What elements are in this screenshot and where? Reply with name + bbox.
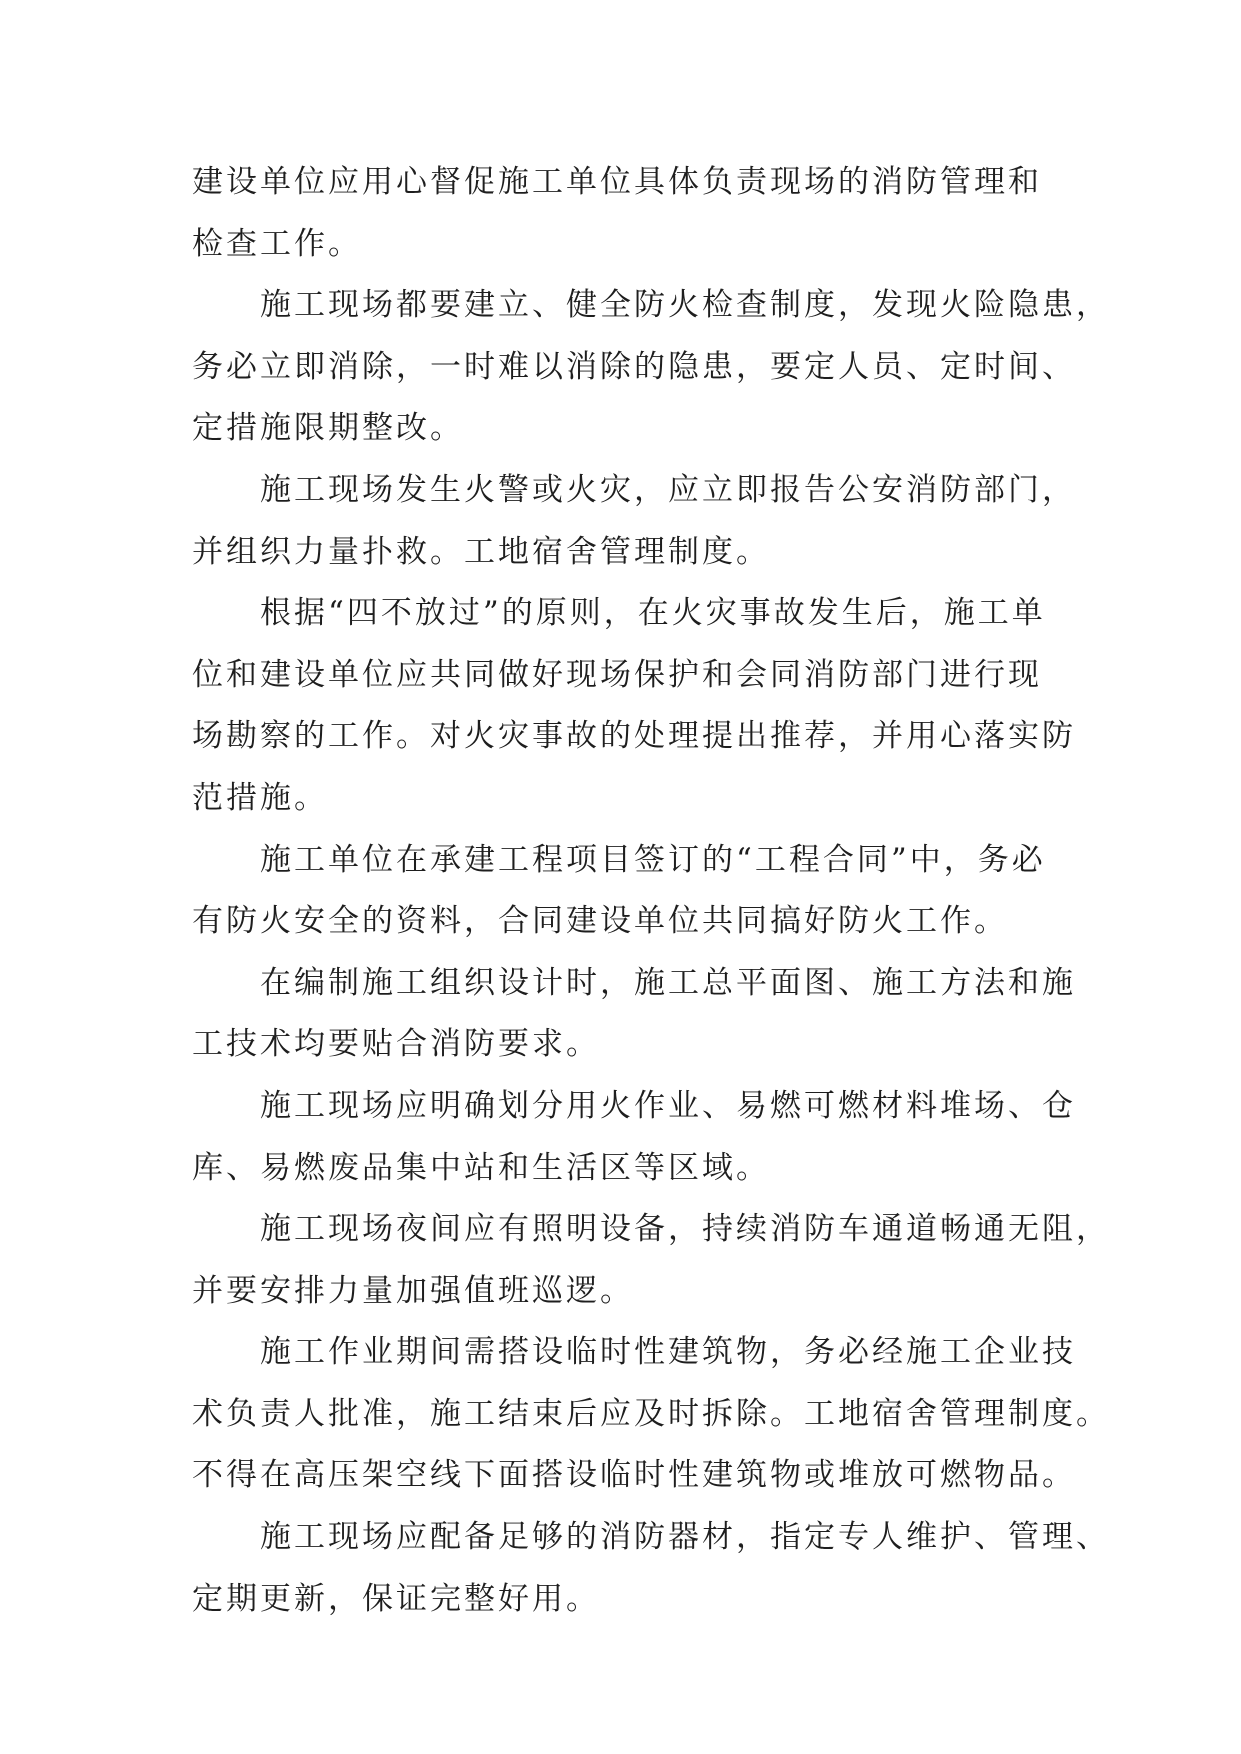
paragraph-5 — [192, 830, 1072, 953]
paragraph-7 — [192, 1076, 1076, 1199]
paragraph-10 — [192, 1507, 1110, 1630]
paragraph-line: 工技术均要贴合消防要求。 — [192, 1026, 600, 1063]
paragraph-line: 定措施限期整改。 — [192, 410, 464, 447]
paragraph-line: 在编制施工组织设计时，施工总平面图、施工方法和施 — [260, 964, 1076, 1001]
paragraph-3 — [192, 460, 1076, 583]
paragraph-line: 并要安排力量加强值班巡逻。 — [192, 1272, 634, 1309]
paragraph-line: 检查工作。 — [192, 225, 362, 262]
paragraph-line: 定期更新，保证完整好用。 — [192, 1580, 600, 1617]
paragraph-6 — [192, 953, 1076, 1076]
paragraph-line: 施工现场应明确划分用火作业、易燃可燃材料堆场、仓 — [260, 1087, 1076, 1124]
paragraph-line: 根据“四不放过”的原则，在火灾事故发生后，施工单 — [260, 595, 1046, 632]
paragraph-line: 施工作业期间需搭设临时性建筑物，务必经施工企业技 — [260, 1334, 1076, 1371]
paragraph-1 — [192, 152, 1072, 275]
paragraph-line: 范措施。 — [192, 779, 328, 816]
paragraph-line: 术负责人批准，施工结束后应及时拆除。工地宿舍管理制度。 — [192, 1395, 1110, 1432]
paragraph-line: 场勘察的工作。对火灾事故的处理提出推荐，并用心落实防 — [192, 718, 1076, 755]
paragraph-line: 务必立即消除，一时难以消除的隐患，要定人员、定时间、 — [192, 348, 1076, 385]
paragraph-line: 施工现场夜间应有照明设备，持续消防车通道畅通无阻， — [260, 1211, 1110, 1248]
paragraph-line: 施工现场应配备足够的消防器材，指定专人维护、管理、 — [260, 1519, 1110, 1556]
paragraph-line: 位和建设单位应共同做好现场保护和会同消防部门进行现 — [192, 656, 1042, 693]
document-body — [192, 152, 1110, 1630]
paragraph-line: 施工现场发生火警或火灾，应立即报告公安消防部门， — [260, 471, 1076, 508]
paragraph-line: 库、易燃废品集中站和生活区等区域。 — [192, 1149, 770, 1186]
paragraph-line: 施工现场都要建立、健全防火检查制度，发现火险隐患， — [260, 287, 1110, 324]
paragraph-9 — [192, 1322, 1110, 1507]
paragraph-4 — [192, 583, 1076, 829]
paragraph-8 — [192, 1199, 1110, 1322]
paragraph-2 — [192, 275, 1110, 460]
paragraph-line: 施工单位在承建工程项目签订的“工程合同”中，务必 — [260, 841, 1046, 878]
paragraph-line: 有防火安全的资料，合同建设单位共同搞好防火工作。 — [192, 903, 1008, 940]
paragraph-line: 不得在高压架空线下面搭设临时性建筑物或堆放可燃物品。 — [192, 1457, 1076, 1494]
paragraph-line: 建设单位应用心督促施工单位具体负责现场的消防管理和 — [192, 164, 1042, 200]
paragraph-line: 并组织力量扑救。工地宿舍管理制度。 — [192, 533, 770, 570]
